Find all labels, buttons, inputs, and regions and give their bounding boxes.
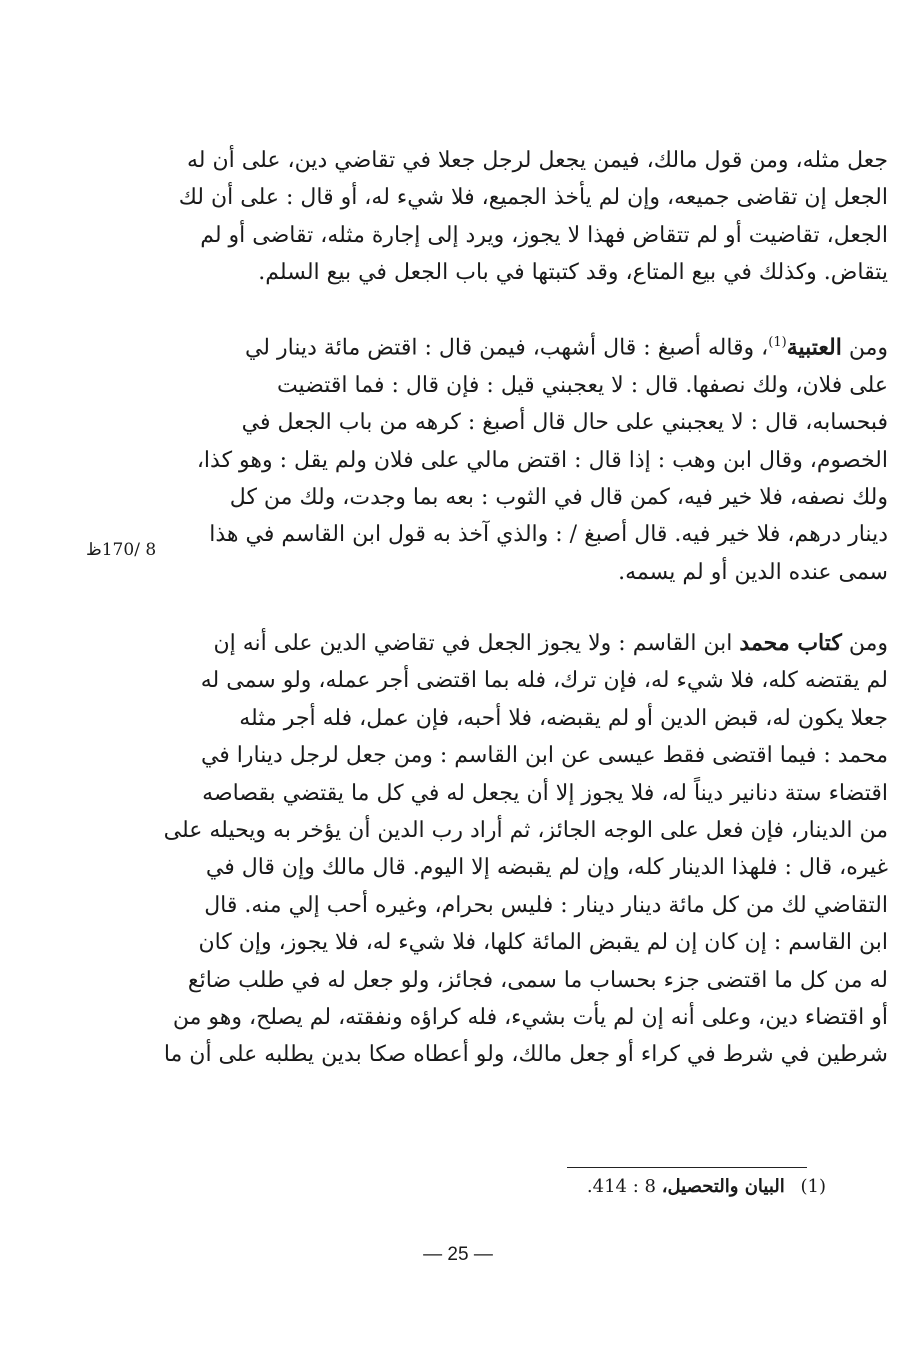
- footnote-source: البيان والتحصيل،: [661, 1176, 785, 1197]
- text-line: اقتضاء ستة دنانير ديناً له، فلا يجوز إلا أن يجعل له في كل ما يقتضي بقصاصه: [202, 780, 888, 806]
- line-prefix: ومن: [841, 335, 888, 361]
- text-line: دينار درهم، فلا خير فيه. قال أصبغ / : والذي آخذ به قول ابن القاسم في هذا: [209, 522, 888, 548]
- text-line: سمى عنده الدين أو لم يسمه.: [618, 559, 888, 585]
- paragraph-2: [160, 324, 888, 591]
- paragraph-1: [160, 142, 888, 292]
- footnote-reference: (1): [768, 335, 787, 350]
- text-line: الخصوم، وقال ابن وهب : إذا قال : اقتض مالي على فلان ولم يقل : وهو كذا،: [196, 447, 888, 473]
- text-line: محمد : فيما اقتضى فقط عيسى عن ابن القاسم : ومن جعل لرجل دينارا في: [200, 743, 888, 769]
- text-line: لم يقتضه كله، فلا شيء له، فإن ترك، فله بما اقتضى أجر عمله، ولو سمى له: [200, 668, 888, 694]
- text-line: أو اقتضاء دين، وعلى أنه إن لم يأت بشيء، فله كراؤه ونفقته، لم يصلح، وهو من: [172, 1005, 888, 1031]
- footnote-marker: (1): [800, 1176, 826, 1197]
- text-line: له من كل ما اقتضى جزء بحساب ما سمى، فجائز، ولو جعل له في طلب ضائع: [187, 967, 888, 993]
- footnote: [587, 1176, 826, 1197]
- text-line: فبحسابه، قال : لا يعجبني على حال قال أصبغ : كرهه من باب الجعل في: [241, 410, 888, 436]
- text-line-first: [160, 625, 888, 662]
- text-line: ابن القاسم : إن كان إن لم يقبض المائة كلها، فلا شيء له، فلا يجوز، وإن كان: [198, 930, 888, 956]
- text-line: التقاضي لك من كل مائة دينار دينار : فليس بحرام، وغيره أحب إلي منه. قال: [204, 892, 888, 918]
- text-line: ولك نصفه، فلا خير فيه، كمن قال في الثوب : بعه بما وجدت، ولك من كل: [229, 484, 888, 510]
- page-number: — 25 —: [423, 1244, 493, 1265]
- line-rest: ابن القاسم : ولا يجوز الجعل في تقاضي الدين على أنه إن: [213, 631, 740, 656]
- footnote-divider: [567, 1167, 807, 1168]
- line-prefix: ومن: [841, 631, 888, 656]
- text-line: غيره، قال : فلهذا الدينار كله، وإن لم يقبضه إلا اليوم. قال مالك وإن قال في: [205, 855, 888, 881]
- text-line: الجعل إن تقاضى جميعه، وإن لم يأخذ الجميع، فلا شيء له، أو قال : على أن لك: [178, 185, 888, 211]
- footnote-location: 8 : 414.: [586, 1176, 656, 1197]
- text-line: على فلان، ولك نصفها. قال : لا يعجبني قيل : فإن قال : فما اقتضيت: [276, 372, 888, 398]
- paragraph-3: [160, 625, 888, 1074]
- source-title-bold: كتاب محمد: [739, 630, 842, 656]
- source-title-bold: العتبية: [786, 334, 842, 361]
- margin-folio-reference: 8 /170ظ: [86, 540, 157, 560]
- text-line: من الدينار، فإن فعل على الوجه الجائز، ثم أراد رب الدين أن يؤخر به ويحيله على: [163, 818, 888, 844]
- text-line: جعل مثله، ومن قول مالك، فيمن يجعل لرجل جعلا في تقاضي دين، على أن له: [186, 148, 888, 173]
- text-line: الجعل، تقاضيت أو لم تتقاض فهذا لا يجوز، ويرد إلى إجارة مثله، تقاضى أو لم: [200, 222, 888, 248]
- text-line: جعلا يكون له، قبض الدين أو لم يقبضه، فلا أحبه، فإن عمل، فله أجر مثله: [239, 705, 888, 731]
- line-rest: ، وقاله أصبغ : قال أشهب، فيمن قال : اقتض مائة دينار لي: [244, 335, 769, 361]
- text-line: يتقاض. وكذلك في بيع المتاع، وقد كتبتها في باب الجعل في بيع السلم.: [258, 260, 888, 286]
- text-line: شرطين في شرط في كراء أو جعل مالك، ولو أعطاه صكا بدين يطلبه على أن ما: [163, 1042, 888, 1068]
- text-line-first: [160, 324, 888, 367]
